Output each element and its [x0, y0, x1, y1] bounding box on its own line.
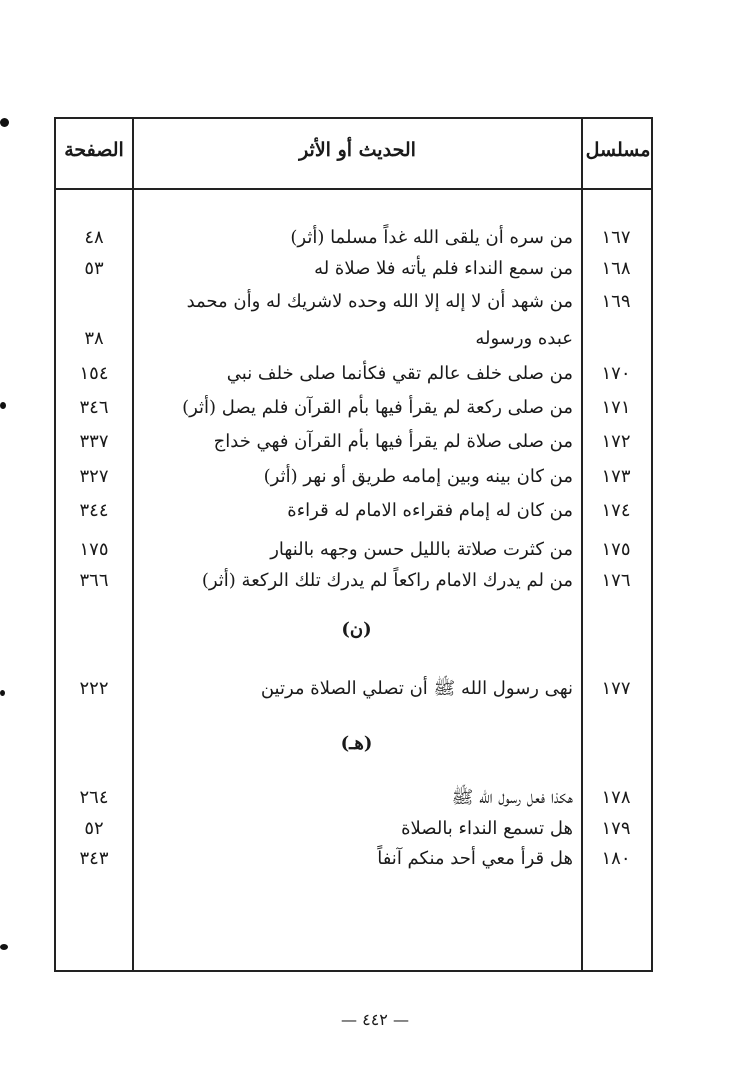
table-row — [56, 254, 651, 284]
table-row — [56, 223, 651, 253]
row-page: ٢٢٢ — [79, 678, 109, 699]
row-serial: ١٨٠ — [601, 848, 631, 869]
row-text: من صلى خلف عالم تقي فكأنما صلى خلف نبي — [226, 363, 573, 384]
row-serial: ١٧٩ — [601, 818, 631, 839]
row-serial: ١٧١ — [601, 397, 631, 418]
row-page: ٥٢ — [84, 818, 104, 839]
table-row — [56, 674, 651, 704]
row-serial: ١٧٧ — [601, 678, 631, 699]
table-row — [56, 566, 651, 596]
table-row — [56, 814, 651, 844]
row-text: من كان له إمام فقراءه الامام له قراءة — [287, 500, 573, 521]
row-text: من سمع النداء فلم يأته فلا صلاة له — [314, 258, 573, 279]
header-serial: مسلسل — [585, 139, 651, 161]
table-row — [56, 427, 651, 457]
row-text: نهى رسول الله ﷺ أن تصلي الصلاة مرتين — [260, 678, 573, 699]
margin-mark — [0, 944, 8, 950]
row-text: عبده ورسوله — [475, 328, 573, 349]
row-serial: ١٦٨ — [601, 258, 631, 279]
section-heading-ha: (هـ) — [340, 733, 373, 754]
table-row — [56, 783, 651, 813]
row-page: ٣٤٣ — [79, 848, 109, 869]
header-divider — [56, 188, 651, 190]
row-serial: ١٧٢ — [601, 431, 631, 452]
row-serial: ١٧٥ — [601, 539, 631, 560]
header-title: الحديث أو الأثر — [299, 139, 416, 161]
table-row — [56, 462, 651, 492]
row-page: ٤٨ — [84, 227, 104, 248]
row-page: ٣٦٦ — [79, 570, 109, 591]
row-page: ٣٤٤ — [79, 500, 109, 521]
row-page: ١٧٥ — [79, 539, 109, 560]
row-text: هل قرأ معي أحد منكم آنفاً — [377, 848, 573, 869]
row-serial — [583, 324, 649, 354]
table-row — [56, 393, 651, 423]
row-text: من كان بينه وبين إمامه طريق أو نهر (أثر) — [263, 466, 573, 487]
row-text: من شهد أن لا إله إلا الله وحده لاشريك له وأن محمد — [186, 291, 573, 312]
row-serial: ١٧٦ — [601, 570, 631, 591]
row-text: من صلى صلاة لم يقرأ فيها بأم القرآن فهي خداج — [213, 431, 573, 452]
row-text: هل تسمع النداء بالصلاة — [401, 818, 573, 839]
row-page: ١٥٤ — [79, 363, 109, 384]
table-row — [56, 496, 651, 526]
row-text: من سره أن يلقى الله غداً مسلما (أثر) — [290, 227, 573, 248]
row-serial: ١٧٠ — [601, 363, 631, 384]
margin-mark — [0, 402, 6, 409]
row-page: ٣٤٦ — [79, 397, 109, 418]
header-page: الصفحة — [64, 139, 124, 161]
margin-mark — [0, 118, 9, 127]
row-page: ٣٣٧ — [79, 431, 109, 452]
row-page: ٣٢٧ — [79, 466, 109, 487]
row-serial: ١٦٧ — [601, 227, 631, 248]
row-text: من لم يدرك الامام راكعاً لم يدرك تلك الركعة (أثر) — [201, 570, 573, 591]
table-row — [56, 287, 651, 317]
table-row — [56, 359, 651, 389]
row-text: هكذا فعل رسول الله ﷺ — [451, 787, 573, 808]
table-row — [56, 844, 651, 874]
row-text: من كثرت صلاتة بالليل حسن وجهه بالنهار — [270, 539, 573, 560]
margin-mark — [0, 690, 5, 696]
table-row — [56, 324, 651, 354]
row-serial: ١٧٤ — [601, 500, 631, 521]
row-serial: ١٦٩ — [601, 291, 631, 312]
section-heading-noon: (ن) — [341, 619, 372, 640]
row-page — [60, 287, 128, 317]
row-page: ٥٣ — [84, 258, 104, 279]
page-number: — ٤٤٢ — — [341, 1010, 409, 1029]
row-page: ٢٦٤ — [79, 787, 109, 808]
row-text: من صلى ركعة لم يقرأ فيها بأم القرآن فلم يصل (أثر) — [182, 397, 573, 418]
table-row — [56, 535, 651, 565]
row-serial: ١٧٣ — [601, 466, 631, 487]
row-serial: ١٧٨ — [601, 787, 631, 808]
row-page: ٣٨ — [84, 328, 104, 349]
index-table — [54, 117, 653, 972]
